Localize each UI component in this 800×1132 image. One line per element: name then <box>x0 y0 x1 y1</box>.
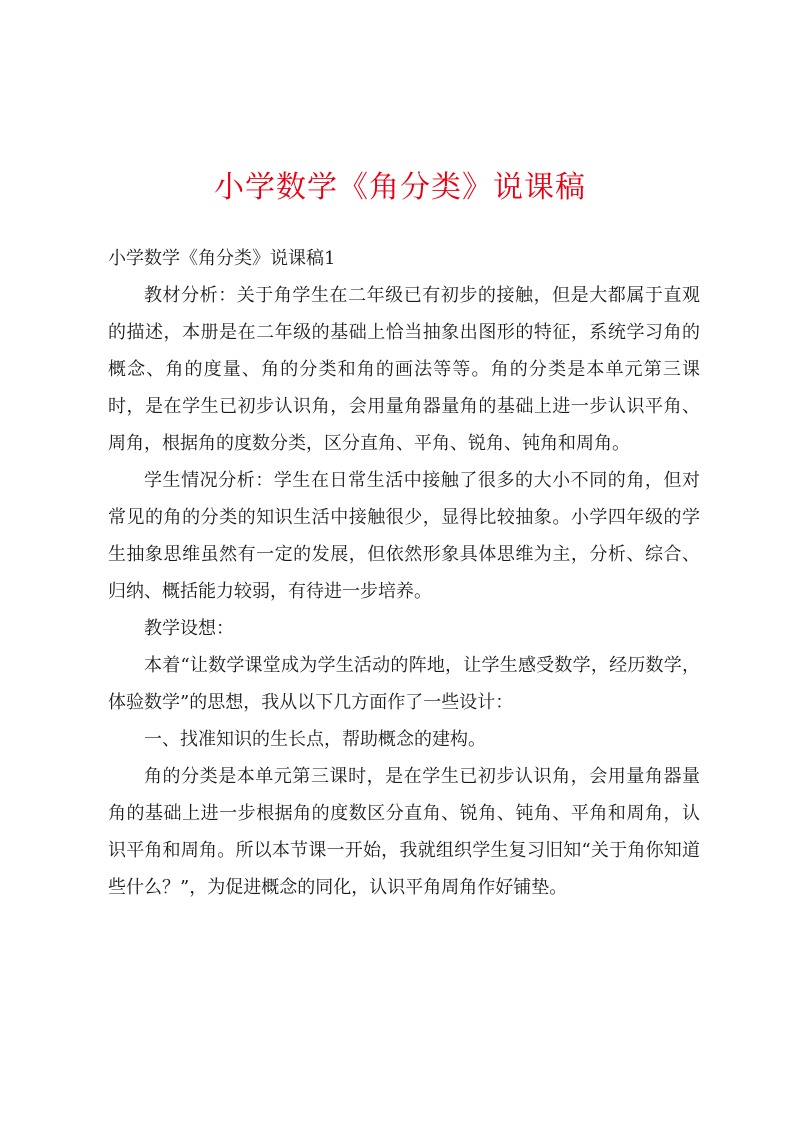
paragraph-teaching-idea: 本着“让数学课堂成为学生活动的阵地，让学生感受数学，经历数学，体验数学”的思想，我从以下几方面作了一些设计： <box>108 655 700 713</box>
paragraph-material-analysis: 教材分析：关于角学生在二年级已有初步的接触，但是大都属于直观的描述，本册是在二年级的基础上恰当抽象出图形的特征，系统学习角的概念、角的度量、角的分类和角的画法等等。角的分类是本单元第三课时，是在学生已初步认识角，会用量角器量角的基础上进一步认识平角、周角，根据角的度数分类，区分直角、平角、锐角、钝角和周角。 <box>108 285 700 454</box>
paragraph-student-analysis: 学生情况分析：学生在日常生活中接触了很多的大小不同的角，但对常见的角的分类的知识生活中接触很少，显得比较抽象。小学四年级的学生抽象思维虽然有一定的发展，但依然形象具体思维为主，分析、综合、归纳、概括能力较弱，有待进一步培养。 <box>108 470 700 602</box>
document-body <box>108 240 700 906</box>
paragraph-point-one: 一、找准知识的生长点，帮助概念的建构。 <box>144 729 486 750</box>
paragraph-teaching-idea-heading: 教学设想： <box>144 618 234 639</box>
paragraph-angle-classification: 角的分类是本单元第三课时，是在学生已初步认识角，会用量角器量角的基础上进一步根据角的度数区分直角、锐角、钝角、平角和周角，认识平角和周角。所以本节课一开始，我就组织学生复习旧知“关于角你知道些什么？”，为促进概念的同化，认识平角周角作好铺垫。 <box>108 766 700 898</box>
section-heading: 小学数学《角分类》说课稿1 <box>108 248 336 269</box>
document-title: 小学数学《角分类》说课稿 <box>214 170 586 205</box>
